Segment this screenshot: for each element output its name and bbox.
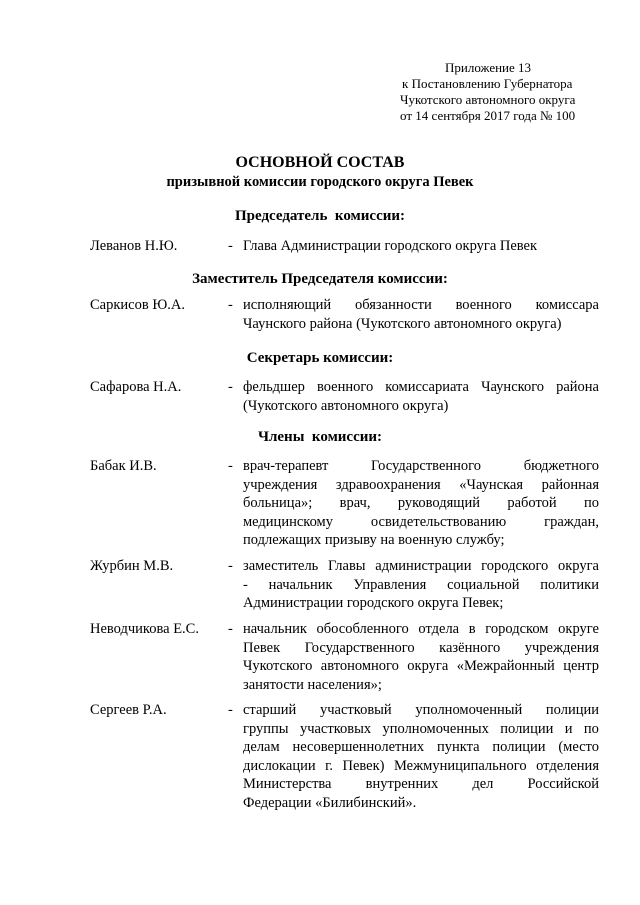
word: автономного: [320, 658, 399, 674]
annex-line-4: от 14 сентября 2017 года № 100: [400, 108, 576, 123]
word: комиссара: [535, 297, 599, 313]
word: уполномоченный: [415, 702, 523, 718]
word: Главы: [328, 558, 366, 574]
position-line: [243, 639, 599, 658]
word: Чаунского: [481, 379, 545, 395]
word: полиции: [500, 720, 554, 737]
word: врач,: [339, 495, 371, 511]
position-line: [243, 738, 599, 757]
word: начальник: [268, 576, 333, 593]
word: исполняющий: [243, 297, 332, 313]
word: казённого: [439, 639, 501, 656]
position-line: (Чукотского автономного округа): [243, 397, 449, 414]
position-line: Федерации «Билибинский».: [243, 794, 417, 811]
annex-line-3: Чукотского автономного округа: [400, 92, 576, 107]
member-position: [243, 457, 599, 550]
dash-separator: -: [228, 379, 233, 395]
word: старший: [243, 702, 297, 718]
word: района: [556, 379, 599, 395]
member-position: [243, 620, 599, 694]
word: (место: [558, 739, 599, 755]
word: городского: [481, 558, 549, 574]
position-line: [243, 557, 599, 576]
dash-separator: -: [228, 458, 233, 474]
word: «Чаунская: [459, 476, 524, 493]
member-name: Сергеев Р.А.: [90, 702, 167, 718]
dash-separator: -: [228, 702, 233, 718]
word: г.: [325, 757, 334, 774]
word: администрации: [375, 558, 472, 574]
dash-separator: -: [228, 558, 233, 574]
member-position: [243, 296, 599, 333]
word: социальной: [447, 576, 520, 593]
word: обособленного: [316, 621, 409, 637]
document-title: ОСНОВНОЙ СОСТАВ: [235, 154, 405, 171]
position-line: [243, 657, 599, 676]
word: Певек): [342, 757, 385, 774]
annex-line-1: Приложение 13: [445, 60, 532, 75]
word: пункта: [436, 739, 480, 755]
position-line: [243, 620, 599, 639]
word: центр: [563, 658, 599, 674]
word: несовершеннолетних: [292, 739, 425, 755]
member-name: Неводчикова Е.С.: [90, 621, 199, 637]
position-line: [243, 576, 599, 595]
member-name: Бабак И.В.: [90, 458, 157, 474]
word: в: [468, 621, 476, 637]
word: заместитель: [243, 558, 319, 574]
position-line: [243, 701, 599, 720]
member-position: [243, 378, 599, 415]
position-line: [243, 296, 599, 315]
word: комиссариата: [385, 379, 469, 395]
word: группы: [243, 720, 289, 737]
word: освидетельствованию: [370, 513, 507, 530]
dash-separator: -: [228, 621, 233, 637]
word: районная: [541, 476, 599, 493]
annex-line-2: к Постановлению Губернатора: [402, 76, 573, 91]
word: бюджетного: [523, 458, 599, 474]
word: политики: [540, 576, 599, 593]
word: учреждения: [243, 476, 318, 493]
word: дел: [472, 776, 494, 792]
word: Государственного: [371, 458, 481, 474]
word: Министерства: [243, 776, 332, 792]
position-line: [243, 457, 599, 476]
word: врач-терапевт: [243, 458, 329, 474]
word: дислокации: [243, 757, 316, 774]
section-heading-chairman: Председатель комиссии:: [234, 208, 406, 224]
position-line: [243, 513, 599, 532]
word: больница»;: [243, 495, 313, 511]
position-line: [243, 494, 599, 513]
word: «Межрайонный: [456, 658, 555, 674]
word: делам: [243, 739, 280, 755]
member-name: Леванов Н.Ю.: [90, 238, 178, 254]
member-name: Саркисов Ю.А.: [90, 297, 185, 313]
word: Российской: [527, 776, 599, 792]
word: внутренних: [365, 776, 439, 792]
word: фельдшер: [243, 379, 305, 395]
dash-separator: -: [228, 297, 233, 313]
position-line: [243, 476, 599, 495]
position-line: занятости населения»;: [243, 676, 382, 693]
word: работой: [507, 495, 557, 511]
word: округе: [558, 621, 599, 637]
word: Межмуниципального: [393, 757, 527, 774]
word: отделения: [536, 757, 599, 774]
position-line: Глава Администрации городского округа Певек: [243, 238, 538, 254]
member-position: [243, 237, 599, 256]
word: Государственного: [304, 639, 415, 656]
word: учреждения: [524, 639, 599, 656]
word: Певек: [243, 639, 281, 656]
word: и: [564, 720, 573, 737]
position-line: [243, 775, 599, 794]
word: отдела: [418, 621, 460, 637]
word: военного: [455, 297, 512, 313]
position-line: подлежащих призыву на военную службу;: [243, 532, 505, 548]
word: участковый: [320, 702, 392, 718]
word: граждан,: [544, 513, 599, 530]
word: начальник: [243, 621, 307, 637]
position-line: Администрации городского округа Певек;: [243, 595, 504, 611]
word: Управления: [353, 576, 427, 593]
annex-header: [398, 60, 598, 124]
member-name: Журбин М.В.: [90, 558, 174, 574]
word: Чукотского: [243, 658, 313, 674]
word: участковых: [299, 720, 372, 737]
section-heading-members: Члены комиссии:: [257, 429, 383, 445]
position-line: [243, 720, 599, 739]
word: обязанности: [355, 297, 432, 313]
word: городском: [485, 621, 549, 637]
word: полиции: [545, 702, 599, 718]
word: округа: [407, 658, 449, 674]
section-heading-deputy: Заместитель Председателя комиссии:: [192, 271, 448, 287]
word: военного: [316, 379, 374, 395]
word: уполномоченных: [382, 720, 489, 737]
word: медицинскому: [243, 513, 333, 530]
position-line: [243, 378, 599, 397]
member-position: [243, 557, 599, 613]
word: по: [583, 720, 599, 737]
word: здравоохранения: [335, 476, 441, 493]
position-line: [243, 757, 599, 776]
member-position: [243, 701, 599, 812]
member-name: Сафарова Н.А.: [90, 379, 182, 395]
dash-separator: -: [228, 238, 233, 254]
word: полиции: [492, 739, 546, 755]
section-heading-secretary: Секретарь комиссии:: [246, 350, 394, 366]
word: по: [583, 495, 599, 511]
position-line: Чаунского района (Чукотского автономного округа): [243, 315, 562, 332]
word: -: [243, 576, 248, 593]
word: руководящий: [397, 495, 480, 511]
document-subtitle: призывной комиссии городского округа Певек: [166, 174, 474, 190]
word: округа: [558, 558, 599, 574]
